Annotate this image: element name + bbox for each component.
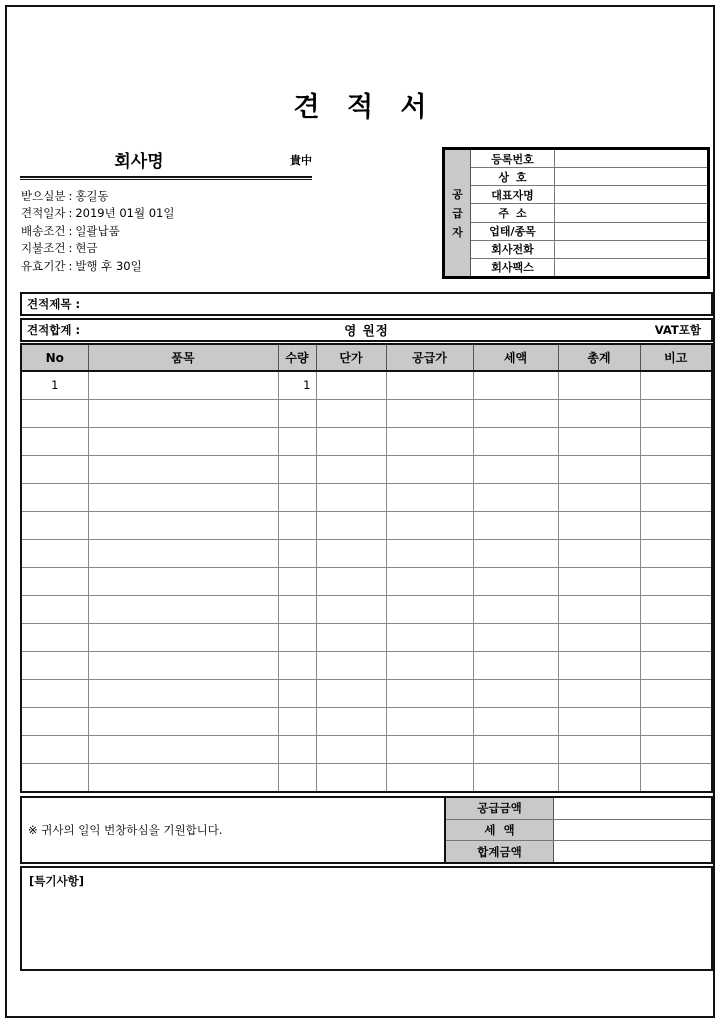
items-cell-total[interactable] bbox=[558, 539, 640, 567]
items-cell-supply[interactable] bbox=[386, 623, 473, 651]
summary-row bbox=[446, 820, 711, 842]
table-row bbox=[22, 567, 711, 595]
items-table-body bbox=[22, 371, 711, 791]
customer-info-key: 유효기간 bbox=[21, 258, 66, 273]
items-cell-price[interactable] bbox=[316, 595, 386, 623]
items-cell-total[interactable] bbox=[558, 735, 640, 763]
customer-info-key: 받으실분 bbox=[21, 189, 66, 203]
items-cell-supply[interactable] bbox=[386, 651, 473, 679]
items-cell-tax[interactable] bbox=[473, 679, 558, 707]
supplier-row-label: 업태/종목 bbox=[471, 223, 555, 240]
summary-row bbox=[446, 798, 711, 820]
items-column-header-qty: 수량 bbox=[278, 345, 316, 371]
table-row bbox=[22, 483, 711, 511]
items-cell-supply[interactable] bbox=[386, 455, 473, 483]
items-cell-remark[interactable] bbox=[640, 651, 711, 679]
items-cell-qty[interactable] bbox=[278, 595, 316, 623]
items-cell-total[interactable] bbox=[558, 427, 640, 455]
items-cell-qty[interactable] bbox=[278, 623, 316, 651]
items-cell-tax[interactable] bbox=[473, 539, 558, 567]
supplier-row bbox=[471, 204, 707, 222]
items-cell-remark[interactable] bbox=[640, 511, 711, 539]
supplier-vertical-char: 급 bbox=[452, 206, 463, 220]
items-cell-no[interactable] bbox=[22, 623, 88, 651]
table-row bbox=[22, 427, 711, 455]
items-cell-total[interactable] bbox=[558, 763, 640, 791]
customer-info-value: 현금 bbox=[75, 241, 98, 256]
items-cell-item[interactable] bbox=[88, 483, 278, 511]
table-row bbox=[22, 735, 711, 763]
table-row bbox=[22, 679, 711, 707]
customer-info-separator: : bbox=[68, 223, 73, 238]
items-cell-price[interactable] bbox=[316, 511, 386, 539]
supplier-box bbox=[442, 147, 710, 279]
customer-info-list bbox=[21, 188, 341, 275]
items-cell-qty[interactable] bbox=[278, 399, 316, 427]
items-cell-qty[interactable] bbox=[278, 567, 316, 595]
customer-info-separator: : bbox=[68, 206, 73, 221]
items-cell-supply[interactable] bbox=[386, 595, 473, 623]
supplier-row-label: 대표자명 bbox=[471, 186, 555, 203]
items-cell-tax[interactable] bbox=[473, 623, 558, 651]
items-cell-price[interactable] bbox=[316, 427, 386, 455]
quote-total-amount: 영 원정 bbox=[344, 323, 389, 338]
table-row bbox=[22, 707, 711, 735]
quote-subject-label: 견적제목 : bbox=[27, 297, 81, 311]
items-cell-price[interactable] bbox=[316, 623, 386, 651]
items-cell-total[interactable] bbox=[558, 679, 640, 707]
items-cell-price[interactable] bbox=[316, 735, 386, 763]
quote-total-strip[interactable] bbox=[20, 318, 713, 342]
quotation-sheet bbox=[5, 5, 715, 1018]
items-cell-remark[interactable] bbox=[640, 707, 711, 735]
quote-subject-strip[interactable] bbox=[20, 292, 713, 316]
table-row bbox=[22, 651, 711, 679]
summary-row-label: 공급금액 bbox=[446, 798, 554, 819]
items-cell-remark[interactable] bbox=[640, 679, 711, 707]
summary-row bbox=[446, 841, 711, 862]
items-cell-supply[interactable] bbox=[386, 567, 473, 595]
customer-honorific: 貴中 bbox=[290, 154, 312, 167]
items-cell-remark[interactable] bbox=[640, 399, 711, 427]
supplier-rows bbox=[471, 150, 707, 276]
items-cell-total[interactable] bbox=[558, 651, 640, 679]
items-cell-tax[interactable] bbox=[473, 399, 558, 427]
supplier-row-value[interactable] bbox=[555, 241, 707, 258]
items-cell-price[interactable] bbox=[316, 763, 386, 791]
items-cell-tax[interactable] bbox=[473, 483, 558, 511]
items-cell-remark[interactable] bbox=[640, 595, 711, 623]
items-cell-no[interactable] bbox=[22, 511, 88, 539]
items-column-header-total: 총계 bbox=[558, 345, 640, 371]
items-cell-qty[interactable] bbox=[278, 427, 316, 455]
items-cell-item[interactable] bbox=[88, 455, 278, 483]
items-cell-supply[interactable] bbox=[386, 511, 473, 539]
items-cell-supply[interactable] bbox=[386, 539, 473, 567]
items-cell-total[interactable] bbox=[558, 399, 640, 427]
supplier-row-label: 회사팩스 bbox=[471, 259, 555, 276]
items-cell-qty[interactable] bbox=[278, 763, 316, 791]
items-cell-item[interactable] bbox=[88, 567, 278, 595]
items-cell-qty[interactable]: 1 bbox=[278, 371, 316, 399]
items-table bbox=[22, 345, 711, 791]
summary-row-label: 합계금액 bbox=[446, 841, 554, 862]
items-cell-qty[interactable] bbox=[278, 455, 316, 483]
page-title: 견 적 서 bbox=[293, 92, 436, 123]
items-cell-no[interactable] bbox=[22, 763, 88, 791]
customer-info-value: 홍길동 bbox=[75, 189, 109, 203]
items-cell-no[interactable] bbox=[22, 679, 88, 707]
supplier-vertical-char: 자 bbox=[452, 225, 463, 239]
items-cell-remark[interactable] bbox=[640, 539, 711, 567]
items-cell-tax[interactable] bbox=[473, 595, 558, 623]
items-column-header-tax: 세액 bbox=[473, 345, 558, 371]
table-row bbox=[22, 371, 711, 399]
items-cell-item[interactable] bbox=[88, 707, 278, 735]
items-cell-remark[interactable] bbox=[640, 763, 711, 791]
supplier-row-value[interactable] bbox=[555, 150, 707, 167]
items-cell-total[interactable] bbox=[558, 455, 640, 483]
items-cell-remark[interactable] bbox=[640, 735, 711, 763]
items-cell-qty[interactable] bbox=[278, 511, 316, 539]
remarks-box[interactable] bbox=[20, 866, 713, 971]
items-cell-remark[interactable] bbox=[640, 371, 711, 399]
items-cell-no[interactable] bbox=[22, 483, 88, 511]
items-cell-supply[interactable] bbox=[386, 679, 473, 707]
items-cell-remark[interactable] bbox=[640, 567, 711, 595]
items-column-header-price: 단가 bbox=[316, 345, 386, 371]
items-cell-no[interactable] bbox=[22, 595, 88, 623]
items-cell-supply[interactable] bbox=[386, 483, 473, 511]
table-row bbox=[22, 595, 711, 623]
items-cell-item[interactable] bbox=[88, 595, 278, 623]
supplier-row bbox=[471, 259, 707, 276]
supplier-row bbox=[471, 168, 707, 186]
items-cell-price[interactable] bbox=[316, 651, 386, 679]
items-cell-price[interactable] bbox=[316, 567, 386, 595]
items-cell-item[interactable] bbox=[88, 735, 278, 763]
items-cell-no[interactable] bbox=[22, 455, 88, 483]
items-cell-item[interactable] bbox=[88, 679, 278, 707]
items-cell-item[interactable] bbox=[88, 763, 278, 791]
table-row bbox=[22, 623, 711, 651]
items-cell-no[interactable]: 1 bbox=[22, 371, 88, 399]
items-cell-item[interactable] bbox=[88, 427, 278, 455]
supplier-row bbox=[471, 186, 707, 204]
customer-name-row bbox=[20, 147, 312, 173]
items-cell-price[interactable] bbox=[316, 679, 386, 707]
customer-info-line bbox=[21, 240, 341, 257]
items-cell-price[interactable] bbox=[316, 455, 386, 483]
items-cell-price[interactable] bbox=[316, 371, 386, 399]
supplier-row-label: 상호 bbox=[471, 168, 555, 185]
items-cell-no[interactable] bbox=[22, 735, 88, 763]
items-cell-tax[interactable] bbox=[473, 735, 558, 763]
supplier-row bbox=[471, 223, 707, 241]
items-cell-no[interactable] bbox=[22, 539, 88, 567]
items-cell-tax[interactable] bbox=[473, 427, 558, 455]
customer-company-name: 회사명 bbox=[114, 152, 164, 172]
summary-row-value[interactable] bbox=[554, 798, 711, 819]
summary-box bbox=[446, 798, 711, 862]
items-cell-price[interactable] bbox=[316, 483, 386, 511]
items-cell-total[interactable] bbox=[558, 511, 640, 539]
quote-total-label: 견적합계 : bbox=[27, 323, 81, 337]
items-cell-no[interactable] bbox=[22, 707, 88, 735]
items-cell-total[interactable] bbox=[558, 623, 640, 651]
items-cell-item[interactable] bbox=[88, 539, 278, 567]
supplier-vertical-char: 공 bbox=[452, 187, 463, 201]
items-cell-supply[interactable] bbox=[386, 763, 473, 791]
footer-note: ※ 귀사의 일익 번창하심을 기원합니다. bbox=[22, 798, 446, 862]
items-cell-qty[interactable] bbox=[278, 707, 316, 735]
items-cell-qty[interactable] bbox=[278, 735, 316, 763]
items-cell-supply[interactable] bbox=[386, 427, 473, 455]
supplier-row-label: 주소 bbox=[471, 204, 555, 221]
customer-info-value: 2019년 01월 01일 bbox=[75, 206, 175, 221]
items-cell-tax[interactable] bbox=[473, 511, 558, 539]
customer-info-separator: : bbox=[68, 241, 73, 256]
items-cell-qty[interactable] bbox=[278, 483, 316, 511]
customer-name-underline bbox=[20, 176, 312, 180]
summary-row-value[interactable] bbox=[554, 841, 711, 862]
table-row bbox=[22, 763, 711, 791]
table-row bbox=[22, 511, 711, 539]
items-cell-item[interactable] bbox=[88, 623, 278, 651]
customer-info-value: 일괄납품 bbox=[75, 223, 120, 238]
customer-info-key: 배송조건 bbox=[21, 223, 66, 238]
items-cell-total[interactable] bbox=[558, 707, 640, 735]
items-cell-total[interactable] bbox=[558, 371, 640, 399]
items-cell-qty[interactable] bbox=[278, 539, 316, 567]
items-cell-remark[interactable] bbox=[640, 427, 711, 455]
summary-row-value[interactable] bbox=[554, 820, 711, 841]
supplier-row-value[interactable] bbox=[555, 204, 707, 221]
items-cell-no[interactable] bbox=[22, 651, 88, 679]
customer-info-line bbox=[21, 188, 341, 205]
customer-info-separator: : bbox=[68, 258, 73, 273]
items-cell-no[interactable] bbox=[22, 399, 88, 427]
table-row bbox=[22, 539, 711, 567]
items-cell-item[interactable] bbox=[88, 651, 278, 679]
summary-row-label: 세액 bbox=[446, 820, 554, 841]
items-cell-item[interactable] bbox=[88, 511, 278, 539]
items-cell-item[interactable] bbox=[88, 371, 278, 399]
quote-vat-note: VAT포함 bbox=[654, 323, 701, 337]
items-cell-price[interactable] bbox=[316, 399, 386, 427]
items-cell-supply[interactable] bbox=[386, 707, 473, 735]
items-cell-price[interactable] bbox=[316, 707, 386, 735]
items-cell-no[interactable] bbox=[22, 427, 88, 455]
supplier-row-value[interactable] bbox=[555, 168, 707, 185]
items-cell-total[interactable] bbox=[558, 567, 640, 595]
items-cell-total[interactable] bbox=[558, 595, 640, 623]
items-cell-price[interactable] bbox=[316, 539, 386, 567]
supplier-row-value[interactable] bbox=[555, 223, 707, 240]
items-cell-qty[interactable] bbox=[278, 679, 316, 707]
customer-info-line bbox=[21, 258, 341, 275]
items-cell-tax[interactable] bbox=[473, 651, 558, 679]
items-column-header-item: 품목 bbox=[88, 345, 278, 371]
table-row bbox=[22, 399, 711, 427]
customer-info-line bbox=[21, 223, 341, 240]
supplier-row bbox=[471, 241, 707, 259]
items-cell-no[interactable] bbox=[22, 567, 88, 595]
items-cell-remark[interactable] bbox=[640, 623, 711, 651]
items-table-wrapper bbox=[20, 343, 713, 793]
customer-info-key: 견적일자 bbox=[21, 206, 66, 221]
items-cell-remark[interactable] bbox=[640, 483, 711, 511]
items-cell-item[interactable] bbox=[88, 399, 278, 427]
items-cell-tax[interactable] bbox=[473, 567, 558, 595]
customer-info-separator: : bbox=[68, 189, 73, 203]
supplier-row-label: 회사전화 bbox=[471, 241, 555, 258]
supplier-vertical-label bbox=[445, 150, 471, 276]
items-cell-supply[interactable] bbox=[386, 371, 473, 399]
customer-info-key: 지불조건 bbox=[21, 241, 66, 256]
items-column-header-supply: 공급가 bbox=[386, 345, 473, 371]
items-cell-supply[interactable] bbox=[386, 399, 473, 427]
items-cell-supply[interactable] bbox=[386, 735, 473, 763]
items-cell-tax[interactable] bbox=[473, 371, 558, 399]
items-cell-total[interactable] bbox=[558, 483, 640, 511]
items-column-header-remark: 비고 bbox=[640, 345, 711, 371]
remarks-label: [특기사항] bbox=[29, 874, 84, 888]
items-cell-tax[interactable] bbox=[473, 455, 558, 483]
customer-info-value: 발행 후 30일 bbox=[75, 258, 142, 273]
items-table-header-row bbox=[22, 345, 711, 371]
footer-section bbox=[20, 796, 713, 864]
supplier-row bbox=[471, 150, 707, 168]
items-cell-tax[interactable] bbox=[473, 707, 558, 735]
table-row bbox=[22, 455, 711, 483]
items-cell-qty[interactable] bbox=[278, 651, 316, 679]
items-cell-remark[interactable] bbox=[640, 455, 711, 483]
customer-info-line bbox=[21, 205, 341, 222]
supplier-row-value[interactable] bbox=[555, 186, 707, 203]
supplier-row-label: 등록번호 bbox=[471, 150, 555, 167]
supplier-row-value[interactable] bbox=[555, 259, 707, 276]
items-column-header-no: No bbox=[22, 345, 88, 371]
items-cell-tax[interactable] bbox=[473, 763, 558, 791]
